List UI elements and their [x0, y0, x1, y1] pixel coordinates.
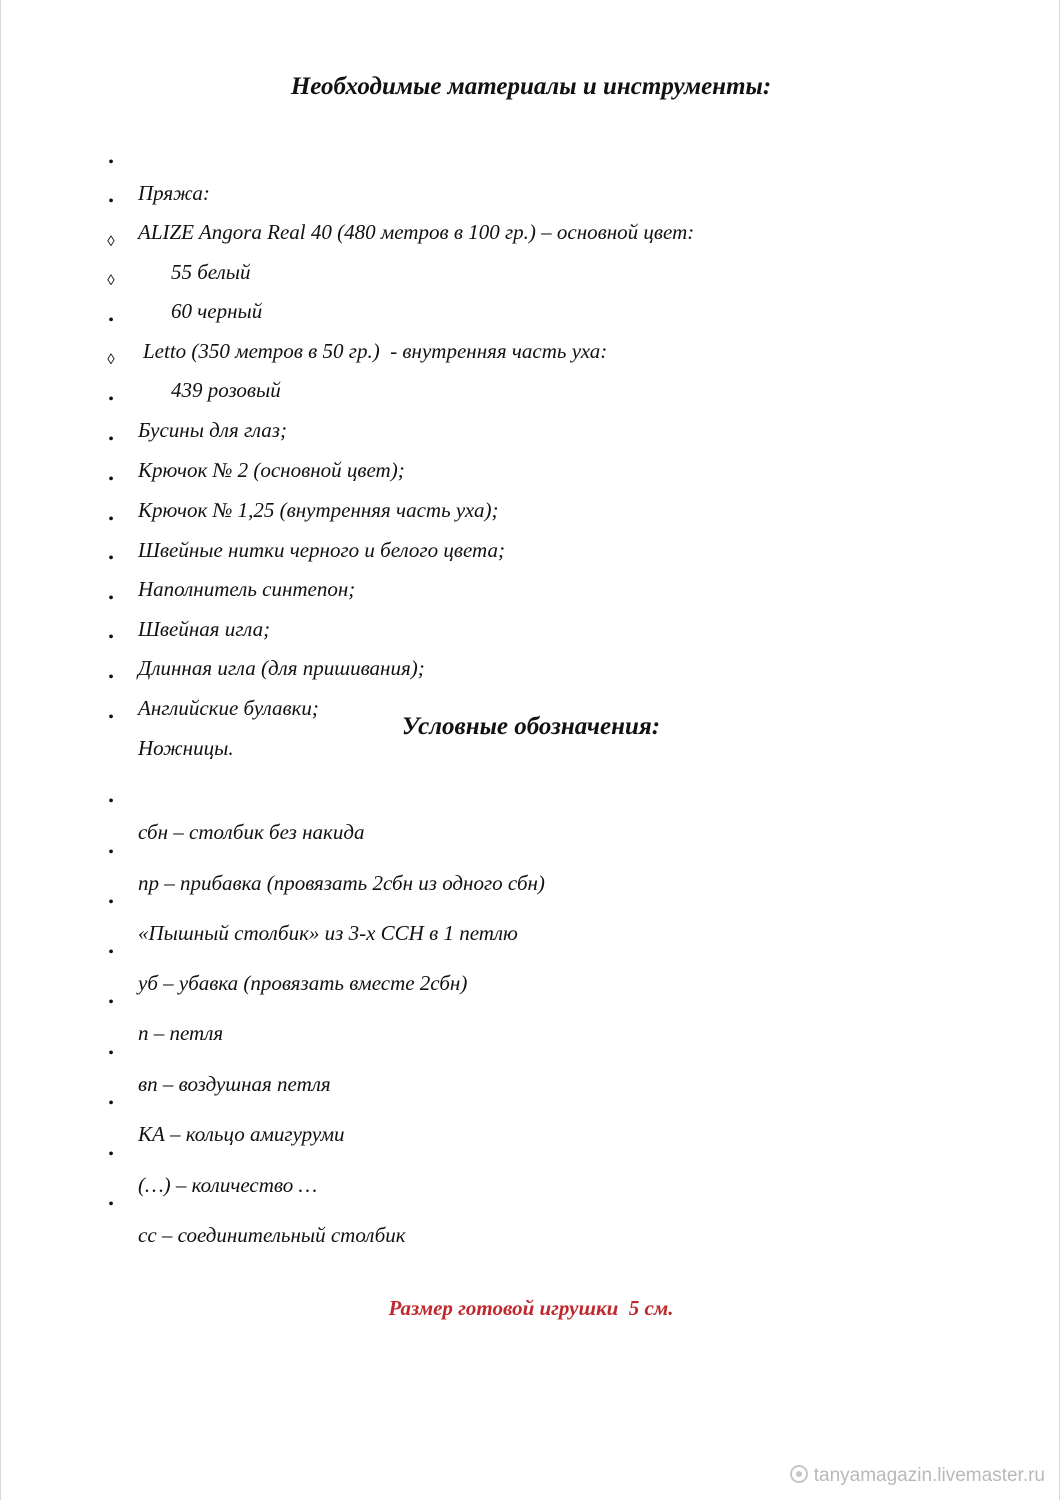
list-item-text: Английские булавки; — [138, 696, 319, 720]
bullet-icon: • — [108, 709, 114, 726]
list-item-text: сбн – столбик без накида — [138, 820, 365, 844]
bullet-icon: • — [108, 391, 114, 408]
list-item-text: сс – соединительный столбик — [138, 1223, 406, 1247]
diamond-bullet-icon: ◊ — [107, 273, 115, 289]
list-item — [1, 118, 210, 205]
bullet-icon: • — [108, 193, 114, 210]
list-item-text: КА – кольцо амигуруми — [138, 1122, 345, 1146]
bullet-icon: • — [108, 669, 114, 686]
list-item-text: (…) – количество … — [138, 1173, 318, 1197]
list-item-text: Наполнитель синтепон; — [138, 577, 356, 601]
list-item-text: Длинная игла (для пришивания); — [138, 656, 425, 680]
list-item — [1, 197, 251, 284]
diamond-bullet-icon: ◊ — [107, 234, 115, 250]
toy-size-note: Размер готовой игрушки 5 см. — [388, 1296, 674, 1320]
bullet-icon: • — [108, 590, 114, 607]
list-item-text: вп – воздушная петля — [138, 1072, 331, 1096]
list-item-text: 55 белый — [171, 260, 251, 284]
list-item-text: Ножницы. — [138, 736, 234, 760]
snowflake-logo-icon — [790, 1465, 808, 1483]
list-item-text: 60 черный — [171, 299, 263, 323]
list-item-text: Letto (350 метров в 50 гр.) - внутренняя часть уха: — [143, 339, 608, 363]
list-item-text: Пряжа: — [138, 181, 210, 205]
diamond-bullet-icon: ◊ — [107, 352, 115, 368]
bullet-icon: • — [108, 154, 114, 171]
bullet-icon: • — [108, 1095, 114, 1112]
list-item-text: п – петля — [138, 1021, 224, 1045]
bullet-icon: • — [108, 793, 114, 810]
bullet-icon: • — [108, 431, 114, 448]
bullet-icon: • — [108, 994, 114, 1011]
list-item-text: Крючок № 1,25 (внутренняя часть уха); — [138, 498, 499, 522]
list-item-text: Швейная игла; — [138, 617, 271, 641]
list-item-text: пр – прибавка (провязать 2сбн из одного сбн) — [138, 871, 545, 895]
bullet-icon: • — [108, 312, 114, 329]
bullet-icon: • — [108, 629, 114, 646]
list-item-text: Крючок № 2 (основной цвет); — [138, 458, 405, 482]
bullet-icon: • — [108, 1196, 114, 1213]
bullet-icon: • — [108, 894, 114, 911]
bullet-icon: • — [108, 1146, 114, 1163]
list-item-text: Швейные нитки черного и белого цвета; — [138, 538, 505, 562]
bullet-icon: • — [108, 511, 114, 528]
bullet-icon: • — [108, 844, 114, 861]
legend-heading: Условные обозначения: — [401, 713, 661, 740]
bullet-icon: • — [108, 471, 114, 488]
list-item-text: «Пышный столбик» из 3-х ССН в 1 петлю — [138, 921, 518, 945]
watermark-text: tanyamagazin.livemaster.ru — [813, 1465, 1045, 1486]
materials-heading: Необходимые материалы и инструменты: — [290, 73, 772, 100]
list-item-text: 439 розовый — [171, 378, 281, 402]
list-item-text: Бусины для глаз; — [138, 418, 287, 442]
list-item — [1, 958, 224, 1045]
list-item-text: ALIZE Angora Real 40 (480 метров в 100 гр.) – основной цвет: — [138, 220, 695, 244]
list-item-text: уб – убавка (провязать вместе 2сбн) — [138, 971, 468, 995]
bullet-icon: • — [108, 550, 114, 567]
bullet-icon: • — [108, 944, 114, 961]
bullet-icon: • — [108, 1045, 114, 1062]
list-item — [1, 315, 281, 402]
list-item — [1, 757, 365, 844]
watermark — [790, 1465, 1045, 1487]
